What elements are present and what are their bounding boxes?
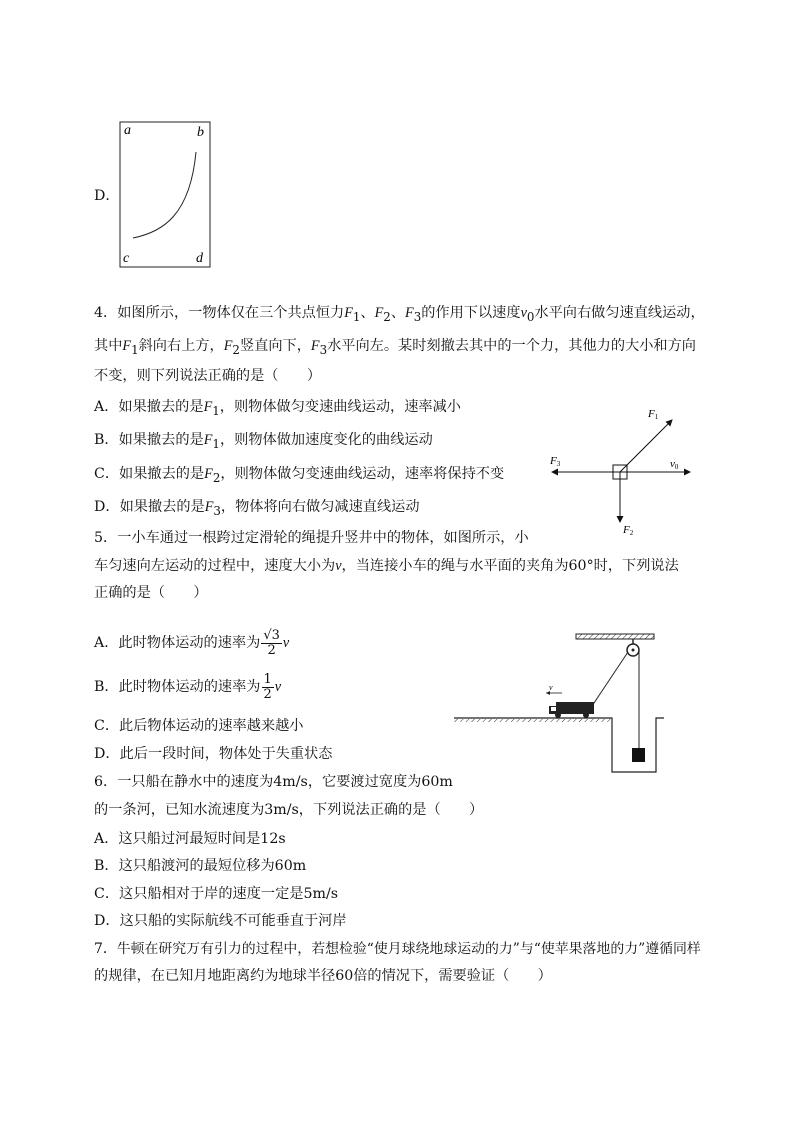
- q5-stem-line3: 正确的是（ ）: [94, 585, 208, 601]
- label-f3: F3: [550, 455, 561, 468]
- q5-option-a[interactable]: A．此时物体运动的速率为 $\frac{√3}{2}$ v: [94, 627, 290, 658]
- fraction-1-over-2: $\frac{1}{2}$: [263, 671, 272, 702]
- q4-stem-line1: 4．如图所示，一物体仅在三个共点恒力$F_1$、$F_2$、$F_3$的作用下以速度$v_0$水平向右做匀速直线运动，: [94, 305, 705, 324]
- label-v: v: [549, 683, 553, 692]
- truck-window: [551, 707, 556, 711]
- q3-option-d-graph: [118, 120, 214, 270]
- graph-label-b: b: [197, 125, 204, 140]
- truck-wheel-rear: [583, 712, 589, 718]
- truck-body: [556, 702, 594, 714]
- q4-stem-line3: 不变，则下列说法正确的是（ ）: [94, 368, 322, 384]
- graph-curve: [133, 152, 196, 238]
- graph-label-c: c: [123, 251, 130, 266]
- ground-and-shaft: [454, 718, 664, 772]
- force-f1-arrow: [620, 420, 672, 472]
- q4-stem-line2: 其中$F_1$斜向右上方，$F_2$竖直向下，$F_3$水平向左。某时刻撤去其中的一个力，其他力的大小和方向: [94, 338, 696, 357]
- label-f1: F1: [648, 408, 659, 421]
- truck-wheel-front: [555, 712, 561, 718]
- label-v0: v0: [670, 458, 679, 471]
- q5-pulley-diagram: [450, 630, 670, 778]
- q6-option-d[interactable]: D．这只船的实际航线不可能垂直于河岸: [94, 913, 347, 929]
- label-f2: F2: [623, 524, 634, 537]
- q6-option-a[interactable]: A．这只船过河最短时间是12s: [94, 831, 286, 847]
- q5-option-b[interactable]: B．此时物体运动的速率为 $\frac{1}{2}$ v: [94, 671, 282, 702]
- q5-option-c[interactable]: C．此后物体运动的速率越来越小: [94, 718, 304, 734]
- rope-to-truck: [592, 652, 628, 706]
- graph-label-d: d: [196, 251, 203, 266]
- hanging-block: [632, 748, 645, 762]
- q7-stem-line2: 的规律，在已知月地距离约为地球半径60倍的情况下，需要验证（ ）: [94, 968, 552, 984]
- q5-stem-line2: 车匀速向左运动的过程中，速度大小为v，当连接小车的绳与水平面的夹角为60°时，下列说法: [94, 558, 679, 574]
- q4-option-b[interactable]: B．如果撤去的是$F_1$，则物体做加速度变化的曲线运动: [94, 432, 433, 451]
- q4-force-diagram: [540, 400, 700, 540]
- q5-option-d[interactable]: D．此后一段时间，物体处于失重状态: [94, 746, 333, 762]
- graph-frame: [120, 122, 210, 267]
- q3-option-d-label[interactable]: D．: [94, 188, 120, 204]
- ceiling: [576, 634, 654, 639]
- q6-stem-line1: 6．一只船在静水中的速度为4m/s，它要渡过宽度为60m: [94, 774, 453, 790]
- pulley-axle: [632, 649, 635, 652]
- q6-option-c[interactable]: C．这只船相对于岸的速度一定是5m/s: [94, 886, 339, 902]
- q6-option-b[interactable]: B．这只船渡河的最短位移为60m: [94, 858, 307, 874]
- q4-option-d[interactable]: D．如果撤去的是$F_3$，物体将向右做匀减速直线运动: [94, 499, 420, 518]
- ground-hatch: [454, 719, 612, 722]
- q6-stem-line2: 的一条河，已知水流速度为3m/s，下列说法正确的是（ ）: [94, 802, 484, 818]
- fraction-sqrt3-over-2: $\frac{√3}{2}$: [263, 627, 280, 658]
- q5-stem-line1: 5．一小车通过一根跨过定滑轮的绳提升竖井中的物体，如图所示，小: [94, 530, 529, 546]
- q4-option-a[interactable]: A．如果撤去的是$F_1$，则物体做匀变速曲线运动，速率减小: [94, 399, 461, 418]
- q7-stem-line1: 7．牛顿在研究万有引力的过程中，若想检验“使月球绕地球运动的力”与“使苹果落地的力”遵循同样: [94, 941, 701, 957]
- graph-label-a: a: [124, 123, 131, 138]
- q4-option-c[interactable]: C．如果撤去的是$F_2$，则物体做匀变速曲线运动，速率将保持不变: [94, 466, 505, 485]
